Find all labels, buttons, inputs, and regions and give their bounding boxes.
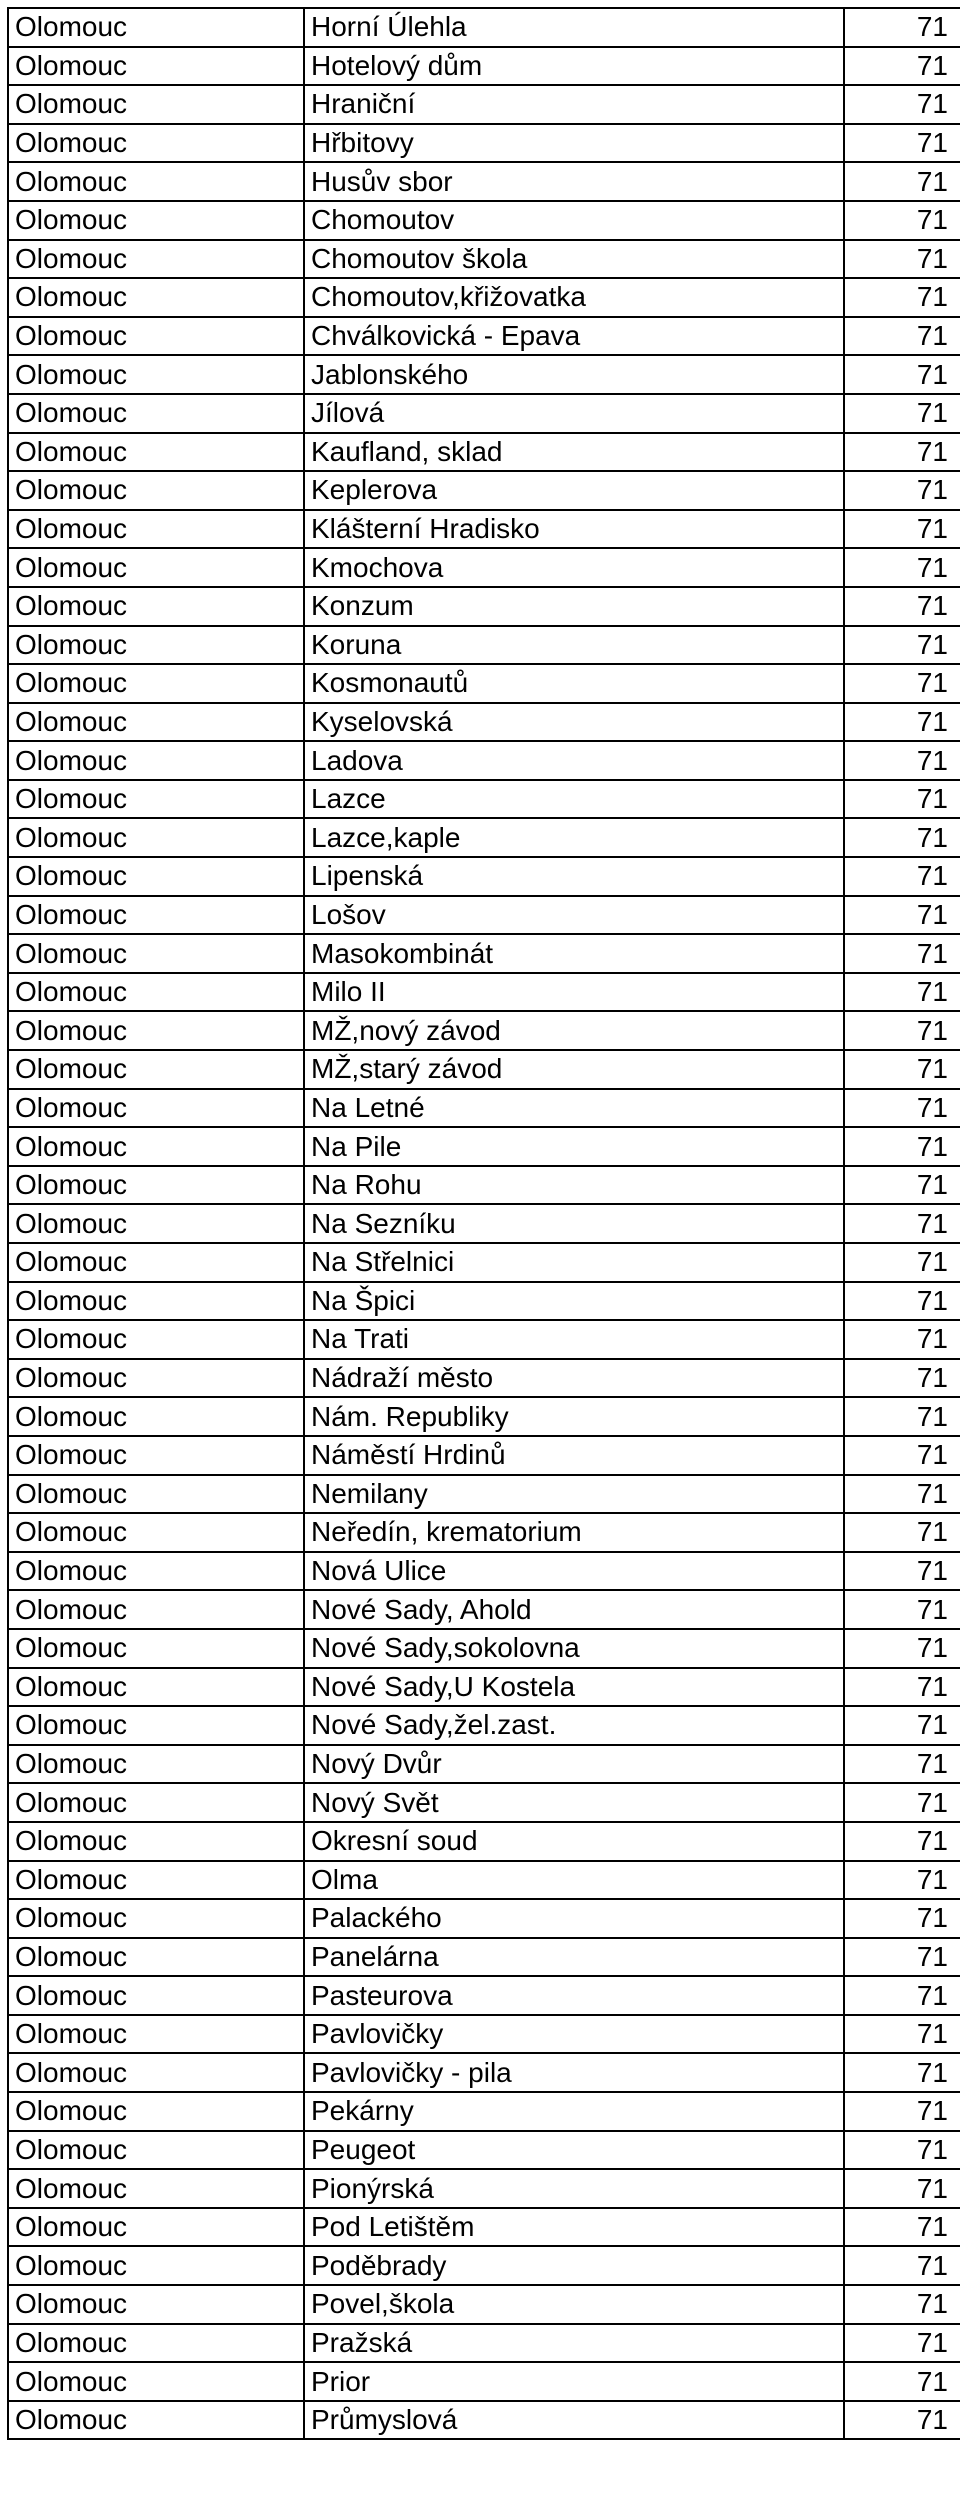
code-cell: 71 bbox=[844, 355, 960, 394]
city-cell: Olomouc bbox=[8, 1127, 304, 1166]
city-cell: Olomouc bbox=[8, 780, 304, 819]
code-cell: 71 bbox=[844, 587, 960, 626]
table-row bbox=[8, 240, 960, 279]
stop-name-cell: Hotelový dům bbox=[304, 47, 844, 86]
stop-name-cell: Náměstí Hrdinů bbox=[304, 1436, 844, 1475]
stop-name-cell: Nádraží město bbox=[304, 1359, 844, 1398]
table-row bbox=[8, 47, 960, 86]
stop-name-cell: Nový Svět bbox=[304, 1783, 844, 1822]
city-cell: Olomouc bbox=[8, 471, 304, 510]
code-cell: 71 bbox=[844, 47, 960, 86]
table-row bbox=[8, 1861, 960, 1900]
table-row bbox=[8, 1513, 960, 1552]
code-cell: 71 bbox=[844, 1938, 960, 1977]
table-row bbox=[8, 1436, 960, 1475]
table-row bbox=[8, 1745, 960, 1784]
stop-name-cell: Průmyslová bbox=[304, 2401, 844, 2440]
city-cell: Olomouc bbox=[8, 1822, 304, 1861]
stop-name-cell: Pražská bbox=[304, 2324, 844, 2363]
code-cell: 71 bbox=[844, 278, 960, 317]
stop-name-cell: Prior bbox=[304, 2362, 844, 2401]
table-row bbox=[8, 85, 960, 124]
city-cell: Olomouc bbox=[8, 1359, 304, 1398]
stop-name-cell: Panelárna bbox=[304, 1938, 844, 1977]
code-cell: 71 bbox=[844, 1783, 960, 1822]
stop-name-cell: Nám. Republiky bbox=[304, 1397, 844, 1436]
city-cell: Olomouc bbox=[8, 2246, 304, 2285]
code-cell: 71 bbox=[844, 162, 960, 201]
stop-name-cell: Nové Sady,sokolovna bbox=[304, 1629, 844, 1668]
city-cell: Olomouc bbox=[8, 2015, 304, 2054]
code-cell: 71 bbox=[844, 1822, 960, 1861]
stop-name-cell: Klášterní Hradisko bbox=[304, 510, 844, 549]
code-cell: 71 bbox=[844, 896, 960, 935]
code-cell: 71 bbox=[844, 2053, 960, 2092]
city-cell: Olomouc bbox=[8, 703, 304, 742]
table-row bbox=[8, 278, 960, 317]
city-cell: Olomouc bbox=[8, 548, 304, 587]
city-cell: Olomouc bbox=[8, 626, 304, 665]
code-cell: 71 bbox=[844, 1282, 960, 1321]
stop-name-cell: Horní Úlehla bbox=[304, 8, 844, 47]
code-cell: 71 bbox=[844, 741, 960, 780]
stop-name-cell: Kmochova bbox=[304, 548, 844, 587]
stop-name-cell: Husův sbor bbox=[304, 162, 844, 201]
city-cell: Olomouc bbox=[8, 1938, 304, 1977]
table-row bbox=[8, 8, 960, 47]
stop-name-cell: Pod Letištěm bbox=[304, 2208, 844, 2247]
stop-name-cell: Nová Ulice bbox=[304, 1552, 844, 1591]
city-cell: Olomouc bbox=[8, 2169, 304, 2208]
table-row bbox=[8, 626, 960, 665]
table-row bbox=[8, 1127, 960, 1166]
table-row bbox=[8, 1475, 960, 1514]
table-row bbox=[8, 2169, 960, 2208]
code-cell: 71 bbox=[844, 1011, 960, 1050]
stop-name-cell: Lazce,kaple bbox=[304, 818, 844, 857]
table-row bbox=[8, 818, 960, 857]
table-row bbox=[8, 394, 960, 433]
city-cell: Olomouc bbox=[8, 2362, 304, 2401]
city-cell: Olomouc bbox=[8, 240, 304, 279]
code-cell: 71 bbox=[844, 1243, 960, 1282]
code-cell: 71 bbox=[844, 2131, 960, 2170]
table-row bbox=[8, 1089, 960, 1128]
table-row bbox=[8, 2285, 960, 2324]
stop-name-cell: Hraniční bbox=[304, 85, 844, 124]
table-row bbox=[8, 1629, 960, 1668]
table-row bbox=[8, 433, 960, 472]
city-cell: Olomouc bbox=[8, 2131, 304, 2170]
city-cell: Olomouc bbox=[8, 1243, 304, 1282]
city-cell: Olomouc bbox=[8, 1590, 304, 1629]
stop-name-cell: Masokombinát bbox=[304, 934, 844, 973]
stop-name-cell: Chomoutov bbox=[304, 201, 844, 240]
table-row bbox=[8, 2015, 960, 2054]
table-row bbox=[8, 1050, 960, 1089]
code-cell: 71 bbox=[844, 664, 960, 703]
table-row bbox=[8, 1243, 960, 1282]
city-cell: Olomouc bbox=[8, 433, 304, 472]
code-cell: 71 bbox=[844, 1706, 960, 1745]
city-cell: Olomouc bbox=[8, 47, 304, 86]
city-cell: Olomouc bbox=[8, 587, 304, 626]
code-cell: 71 bbox=[844, 1668, 960, 1707]
stop-name-cell: Keplerova bbox=[304, 471, 844, 510]
code-cell: 71 bbox=[844, 1976, 960, 2015]
city-cell: Olomouc bbox=[8, 818, 304, 857]
stop-name-cell: Konzum bbox=[304, 587, 844, 626]
city-cell: Olomouc bbox=[8, 1861, 304, 1900]
table-row bbox=[8, 896, 960, 935]
stop-name-cell: Na Sezníku bbox=[304, 1204, 844, 1243]
table-row bbox=[8, 1552, 960, 1591]
table-row bbox=[8, 201, 960, 240]
stop-name-cell: Milo II bbox=[304, 973, 844, 1012]
city-cell: Olomouc bbox=[8, 741, 304, 780]
code-cell: 71 bbox=[844, 2246, 960, 2285]
code-cell: 71 bbox=[844, 2324, 960, 2363]
code-cell: 71 bbox=[844, 1359, 960, 1398]
table-row bbox=[8, 857, 960, 896]
city-cell: Olomouc bbox=[8, 1783, 304, 1822]
code-cell: 71 bbox=[844, 2362, 960, 2401]
stop-name-cell: Poděbrady bbox=[304, 2246, 844, 2285]
code-cell: 71 bbox=[844, 1745, 960, 1784]
stop-name-cell: Na Pile bbox=[304, 1127, 844, 1166]
code-cell: 71 bbox=[844, 857, 960, 896]
city-cell: Olomouc bbox=[8, 1050, 304, 1089]
code-cell: 71 bbox=[844, 85, 960, 124]
table-row bbox=[8, 2401, 960, 2440]
city-cell: Olomouc bbox=[8, 1089, 304, 1128]
table-body bbox=[8, 8, 960, 2439]
city-cell: Olomouc bbox=[8, 317, 304, 356]
city-cell: Olomouc bbox=[8, 2285, 304, 2324]
stop-name-cell: Na Špici bbox=[304, 1282, 844, 1321]
table-row bbox=[8, 973, 960, 1012]
stop-name-cell: Chválkovická - Epava bbox=[304, 317, 844, 356]
city-cell: Olomouc bbox=[8, 1320, 304, 1359]
code-cell: 71 bbox=[844, 2208, 960, 2247]
stop-name-cell: Olma bbox=[304, 1861, 844, 1900]
code-cell: 71 bbox=[844, 934, 960, 973]
code-cell: 71 bbox=[844, 2285, 960, 2324]
code-cell: 71 bbox=[844, 510, 960, 549]
stop-name-cell: MŽ,nový závod bbox=[304, 1011, 844, 1050]
code-cell: 71 bbox=[844, 2401, 960, 2440]
city-cell: Olomouc bbox=[8, 1629, 304, 1668]
stop-name-cell: Pavlovičky - pila bbox=[304, 2053, 844, 2092]
stop-name-cell: Nové Sady,U Kostela bbox=[304, 1668, 844, 1707]
table-row bbox=[8, 2053, 960, 2092]
city-cell: Olomouc bbox=[8, 1436, 304, 1475]
stop-name-cell: Na Letné bbox=[304, 1089, 844, 1128]
city-cell: Olomouc bbox=[8, 355, 304, 394]
city-cell: Olomouc bbox=[8, 664, 304, 703]
code-cell: 71 bbox=[844, 1397, 960, 1436]
code-cell: 71 bbox=[844, 1899, 960, 1938]
table-row bbox=[8, 1204, 960, 1243]
table-row bbox=[8, 2246, 960, 2285]
code-cell: 71 bbox=[844, 2092, 960, 2131]
table-row bbox=[8, 355, 960, 394]
city-cell: Olomouc bbox=[8, 1011, 304, 1050]
city-cell: Olomouc bbox=[8, 1513, 304, 1552]
bus-stop-table bbox=[7, 7, 960, 2440]
code-cell: 71 bbox=[844, 703, 960, 742]
table-row bbox=[8, 1668, 960, 1707]
table-row bbox=[8, 664, 960, 703]
city-cell: Olomouc bbox=[8, 1397, 304, 1436]
city-cell: Olomouc bbox=[8, 1706, 304, 1745]
table-row bbox=[8, 1282, 960, 1321]
stop-name-cell: Palackého bbox=[304, 1899, 844, 1938]
stop-name-cell: Nemilany bbox=[304, 1475, 844, 1514]
code-cell: 71 bbox=[844, 1127, 960, 1166]
code-cell: 71 bbox=[844, 1590, 960, 1629]
table-row bbox=[8, 510, 960, 549]
stop-name-cell: Nové Sady, Ahold bbox=[304, 1590, 844, 1629]
table-row bbox=[8, 1822, 960, 1861]
code-cell: 71 bbox=[844, 1629, 960, 1668]
code-cell: 71 bbox=[844, 471, 960, 510]
code-cell: 71 bbox=[844, 1861, 960, 1900]
stop-name-cell: Kyselovská bbox=[304, 703, 844, 742]
table-row bbox=[8, 471, 960, 510]
table-row bbox=[8, 1359, 960, 1398]
table-row bbox=[8, 1899, 960, 1938]
stop-name-cell: Pionýrská bbox=[304, 2169, 844, 2208]
stop-name-cell: Na Rohu bbox=[304, 1166, 844, 1205]
code-cell: 71 bbox=[844, 1552, 960, 1591]
code-cell: 71 bbox=[844, 1050, 960, 1089]
stop-name-cell: Neředín, krematorium bbox=[304, 1513, 844, 1552]
code-cell: 71 bbox=[844, 240, 960, 279]
table-row bbox=[8, 741, 960, 780]
code-cell: 71 bbox=[844, 2169, 960, 2208]
city-cell: Olomouc bbox=[8, 1668, 304, 1707]
table-row bbox=[8, 1590, 960, 1629]
stop-name-cell: Peugeot bbox=[304, 2131, 844, 2170]
table-row bbox=[8, 317, 960, 356]
city-cell: Olomouc bbox=[8, 1552, 304, 1591]
city-cell: Olomouc bbox=[8, 162, 304, 201]
stop-name-cell: Chomoutov,křižovatka bbox=[304, 278, 844, 317]
table-row bbox=[8, 1320, 960, 1359]
table-row bbox=[8, 703, 960, 742]
city-cell: Olomouc bbox=[8, 8, 304, 47]
code-cell: 71 bbox=[844, 1475, 960, 1514]
stop-name-cell: MŽ,starý závod bbox=[304, 1050, 844, 1089]
city-cell: Olomouc bbox=[8, 1282, 304, 1321]
table-row bbox=[8, 1706, 960, 1745]
city-cell: Olomouc bbox=[8, 510, 304, 549]
code-cell: 71 bbox=[844, 548, 960, 587]
city-cell: Olomouc bbox=[8, 2401, 304, 2440]
stop-name-cell: Na Střelnici bbox=[304, 1243, 844, 1282]
stop-name-cell: Koruna bbox=[304, 626, 844, 665]
stop-name-cell: Nový Dvůr bbox=[304, 1745, 844, 1784]
city-cell: Olomouc bbox=[8, 934, 304, 973]
code-cell: 71 bbox=[844, 124, 960, 163]
stop-name-cell: Jablonského bbox=[304, 355, 844, 394]
stop-name-cell: Povel,škola bbox=[304, 2285, 844, 2324]
table-row bbox=[8, 780, 960, 819]
stop-name-cell: Kaufland, sklad bbox=[304, 433, 844, 472]
code-cell: 71 bbox=[844, 1166, 960, 1205]
stop-name-cell: Na Trati bbox=[304, 1320, 844, 1359]
city-cell: Olomouc bbox=[8, 1899, 304, 1938]
table-row bbox=[8, 1011, 960, 1050]
stop-name-cell: Lazce bbox=[304, 780, 844, 819]
stop-name-cell: Pasteurova bbox=[304, 1976, 844, 2015]
city-cell: Olomouc bbox=[8, 2092, 304, 2131]
code-cell: 71 bbox=[844, 780, 960, 819]
stop-name-cell: Lošov bbox=[304, 896, 844, 935]
code-cell: 71 bbox=[844, 1204, 960, 1243]
stop-name-cell: Chomoutov škola bbox=[304, 240, 844, 279]
code-cell: 71 bbox=[844, 317, 960, 356]
city-cell: Olomouc bbox=[8, 2208, 304, 2247]
city-cell: Olomouc bbox=[8, 973, 304, 1012]
city-cell: Olomouc bbox=[8, 394, 304, 433]
stop-name-cell: Ladova bbox=[304, 741, 844, 780]
city-cell: Olomouc bbox=[8, 896, 304, 935]
code-cell: 71 bbox=[844, 973, 960, 1012]
stop-name-cell: Pekárny bbox=[304, 2092, 844, 2131]
stop-name-cell: Jílová bbox=[304, 394, 844, 433]
table-row bbox=[8, 2131, 960, 2170]
table-row bbox=[8, 2092, 960, 2131]
city-cell: Olomouc bbox=[8, 1166, 304, 1205]
city-cell: Olomouc bbox=[8, 1475, 304, 1514]
city-cell: Olomouc bbox=[8, 2053, 304, 2092]
code-cell: 71 bbox=[844, 433, 960, 472]
code-cell: 71 bbox=[844, 1320, 960, 1359]
stop-name-cell: Pavlovičky bbox=[304, 2015, 844, 2054]
table-row bbox=[8, 587, 960, 626]
table-row bbox=[8, 1938, 960, 1977]
table-row bbox=[8, 124, 960, 163]
code-cell: 71 bbox=[844, 394, 960, 433]
table-row bbox=[8, 2324, 960, 2363]
stop-name-cell: Lipenská bbox=[304, 857, 844, 896]
code-cell: 71 bbox=[844, 818, 960, 857]
city-cell: Olomouc bbox=[8, 201, 304, 240]
table-row bbox=[8, 934, 960, 973]
table-row bbox=[8, 1783, 960, 1822]
city-cell: Olomouc bbox=[8, 1745, 304, 1784]
city-cell: Olomouc bbox=[8, 278, 304, 317]
stop-name-cell: Hřbitovy bbox=[304, 124, 844, 163]
city-cell: Olomouc bbox=[8, 85, 304, 124]
table-row bbox=[8, 548, 960, 587]
city-cell: Olomouc bbox=[8, 2324, 304, 2363]
table-row bbox=[8, 1166, 960, 1205]
table-row bbox=[8, 1397, 960, 1436]
city-cell: Olomouc bbox=[8, 1204, 304, 1243]
code-cell: 71 bbox=[844, 1089, 960, 1128]
code-cell: 71 bbox=[844, 1436, 960, 1475]
city-cell: Olomouc bbox=[8, 1976, 304, 2015]
table-row bbox=[8, 2362, 960, 2401]
stop-name-cell: Nové Sady,žel.zast. bbox=[304, 1706, 844, 1745]
code-cell: 71 bbox=[844, 2015, 960, 2054]
table-row bbox=[8, 1976, 960, 2015]
code-cell: 71 bbox=[844, 201, 960, 240]
stop-name-cell: Okresní soud bbox=[304, 1822, 844, 1861]
city-cell: Olomouc bbox=[8, 124, 304, 163]
code-cell: 71 bbox=[844, 1513, 960, 1552]
stop-name-cell: Kosmonautů bbox=[304, 664, 844, 703]
table-row bbox=[8, 162, 960, 201]
table-row bbox=[8, 2208, 960, 2247]
code-cell: 71 bbox=[844, 8, 960, 47]
code-cell: 71 bbox=[844, 626, 960, 665]
city-cell: Olomouc bbox=[8, 857, 304, 896]
